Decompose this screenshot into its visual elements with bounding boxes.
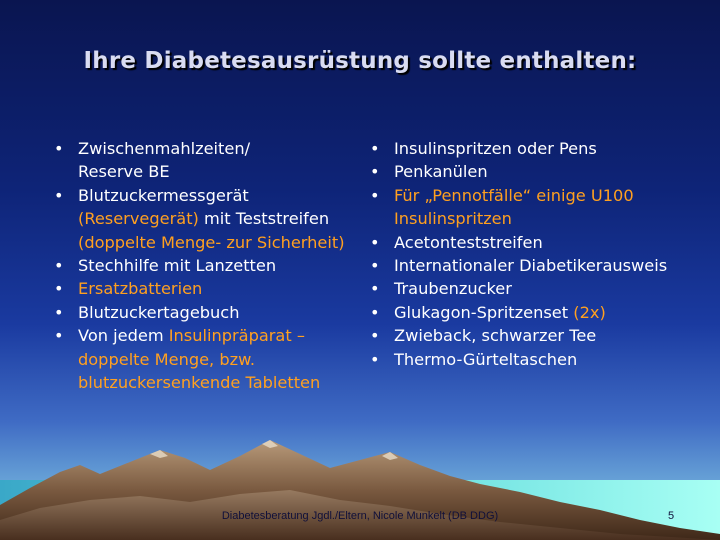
item-text: Zwischenmahlzeiten/ [78,139,251,158]
page-number: 5 [668,510,675,522]
item-text: Insulinspritzen oder Pens [394,139,597,158]
bullet-item [370,160,700,183]
bullet-item [370,137,700,160]
bullet-dot: • [370,232,380,252]
item-text: Blutzuckermessgerät [78,185,249,205]
bullet-dot: • [54,326,64,346]
footer-text: Diabetesberatung Jgdl./Eltern, Nicole Munkelt (DB DDG) [221,510,499,522]
bullet-item [54,160,364,183]
bullet-item [54,277,364,300]
bullet-dot: • [370,326,380,346]
item-text: Penkanülen [394,162,488,182]
bullet-dot: • [54,185,64,205]
item-text: Stechhilfe mit Lanzetten [78,256,277,276]
bullet-dot: • [54,279,64,299]
bullet-dot: • [370,185,380,205]
highlighted-text: (doppelte Menge- zur Sicherheit) [78,232,345,252]
bullet-dot: • [54,302,64,322]
bullet-dot: • [370,302,380,322]
bullet-dot: • [370,256,380,276]
bullet-item [54,301,364,324]
item-text: Blutzuckertagebuch [78,302,240,322]
bullet-item [370,231,700,254]
item-text: Traubenzucker [394,279,512,299]
bullet-item [370,348,700,371]
item-text: mit Teststreifen [198,209,330,229]
highlighted-text: Insulinpräparat – doppelte Menge, bzw. blutzuckersenkende Tabletten [78,326,321,393]
bullet-item [370,324,700,347]
highlighted-text: Ersatzbatterien [78,279,203,299]
bullet-dot: • [370,139,380,158]
slide-title: Ihre Diabetesausrüstung sollte enthalten: [83,48,637,74]
bullet-item [54,254,364,277]
item-text: Acetonteststreifen [394,232,543,252]
right-bullet-list [370,137,700,371]
item-text: Reserve BE [78,162,170,182]
item-text: Thermo-Gürteltaschen [394,349,578,369]
bullet-dot: • [54,139,64,158]
bullet-dot: • [54,256,64,276]
bullet-item [370,301,700,324]
bullet-item [54,324,364,394]
bullet-item [370,277,700,300]
item-text: Internationaler Diabetikerausweis [394,256,668,276]
item-text: Von jedem [78,326,169,346]
bullet-item [370,254,700,277]
bullet-dot: • [370,162,380,182]
highlighted-text: (2x) [573,302,606,322]
highlighted-text: (Reservegerät) [78,209,199,229]
bullet-item [370,184,700,231]
bullet-dot: • [370,349,380,369]
bullet-dot: • [370,279,380,299]
item-text: Glukagon-Spritzenset [394,302,574,322]
left-bullet-list [54,137,364,394]
bullet-item [54,137,364,160]
highlighted-text: Für „Pennotfälle“ einige U100 Insulinspritzen [394,185,634,229]
item-text: Zwieback, schwarzer Tee [394,326,597,346]
bullet-item [54,184,364,254]
